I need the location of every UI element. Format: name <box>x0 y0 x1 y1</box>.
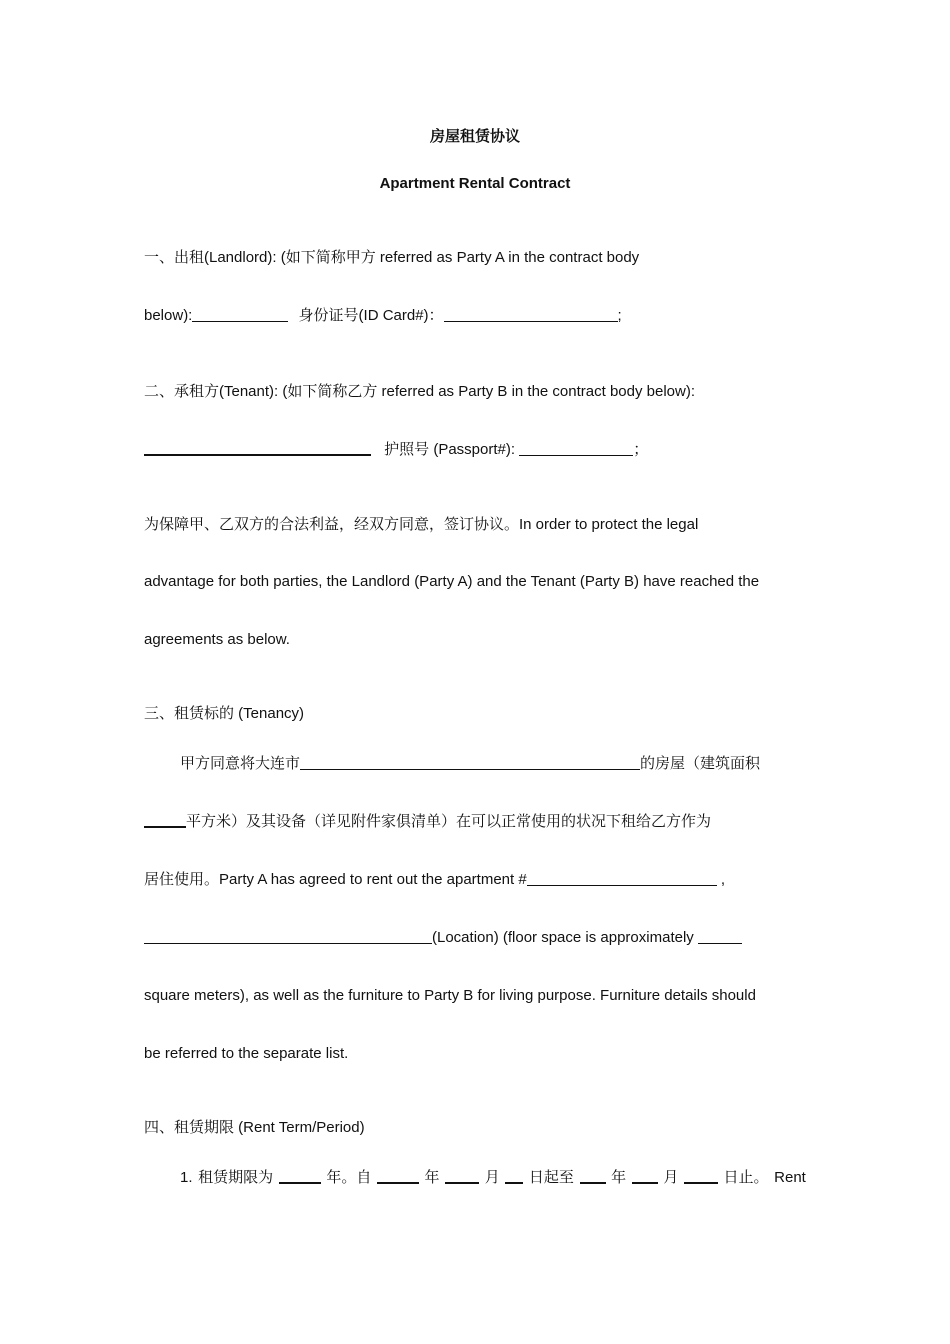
tenancy-text-a: 甲方同意将大连市 <box>180 755 301 772</box>
tenant-name-blank[interactable] <box>144 439 371 456</box>
end-month-blank[interactable] <box>632 1167 658 1184</box>
passport-blank[interactable] <box>519 440 633 456</box>
term-text-6: 年 <box>611 1169 627 1186</box>
term-text-4: 月 <box>484 1169 500 1186</box>
floor-space-blank[interactable] <box>698 928 742 944</box>
location-blank[interactable] <box>144 928 432 944</box>
landlord-name-blank[interactable] <box>192 306 288 322</box>
apartment-number-blank[interactable] <box>527 870 717 886</box>
tenancy-text-e: (Location) (floor space is approximately <box>432 929 694 946</box>
term-text-2: 年。自 <box>326 1169 372 1186</box>
intro-line-1: 为保障甲、乙双方的合法利益，经双方同意，签订协议。In order to protect the legal <box>144 516 699 533</box>
term-text-1: 租赁期限为 <box>198 1169 274 1186</box>
tenancy-para-line-1 <box>180 753 760 775</box>
tenant-line: 二、承租方(Tenant): (如下简称乙方 referred as Party B in the contract body below): <box>144 383 696 400</box>
tenancy-para-line-6: be referred to the separate list. <box>144 1045 349 1062</box>
landlord-label-end: below): <box>144 307 193 324</box>
id-card-label: 身份证号(ID Card#)： <box>298 307 444 324</box>
term-years-blank[interactable] <box>279 1167 321 1184</box>
tenancy-comma: , <box>720 871 726 888</box>
rent-term-heading: 四、租赁期限 (Rent Term/Period) <box>144 1119 365 1136</box>
end-day-blank[interactable] <box>684 1167 718 1184</box>
tenancy-heading: 三、租赁标的 (Tenancy) <box>144 705 305 722</box>
area-blank[interactable] <box>144 811 186 828</box>
id-card-blank[interactable] <box>444 306 618 322</box>
term-text-8: 日止。 <box>723 1169 769 1186</box>
tenancy-text-b: 的房屋（建筑面积 <box>640 755 761 772</box>
tenancy-text-d: 居住使用。Party A has agreed to rent out the apartment # <box>144 871 527 888</box>
landlord-line-end: ; <box>617 307 622 324</box>
rent-term-item-1 <box>180 1167 806 1189</box>
tenancy-para-line-4 <box>144 927 742 949</box>
tenancy-para-line-2 <box>144 811 711 833</box>
term-text-5: 日起至 <box>528 1169 574 1186</box>
start-day-blank[interactable] <box>505 1167 523 1184</box>
landlord-line: 一、出租(Landlord): (如下简称甲方 referred as Party A in the contract body <box>144 249 640 266</box>
start-year-blank[interactable] <box>377 1167 419 1184</box>
intro-line-3: agreements as below. <box>144 631 290 648</box>
title-english: Apartment Rental Contract <box>379 175 571 192</box>
tenant-passport-line <box>144 439 648 461</box>
end-year-blank[interactable] <box>580 1167 606 1184</box>
term-text-3: 年 <box>424 1169 440 1186</box>
term-text-7: 月 <box>663 1169 679 1186</box>
term-text-9: Rent <box>774 1169 806 1186</box>
intro-line-2: advantage for both parties, the Landlord (Party A) and the Tenant (Party B) have reached the <box>144 573 760 590</box>
title-chinese: 房屋租赁协议 <box>429 128 520 145</box>
start-month-blank[interactable] <box>445 1167 479 1184</box>
tenancy-para-line-5: square meters), as well as the furniture to Party B for living purpose. Furniture details should <box>144 987 756 1004</box>
address-blank[interactable] <box>300 754 640 770</box>
landlord-id-line <box>144 305 622 327</box>
item-number: 1. <box>180 1169 193 1186</box>
tenancy-para-line-3 <box>144 869 725 891</box>
tenant-line-end: ； <box>633 441 649 458</box>
passport-label: 护照号 (Passport#): <box>384 441 516 458</box>
tenancy-text-c: 平方米）及其设备（详见附件家俱清单）在可以正常使用的状况下租给乙方作为 <box>186 813 712 830</box>
